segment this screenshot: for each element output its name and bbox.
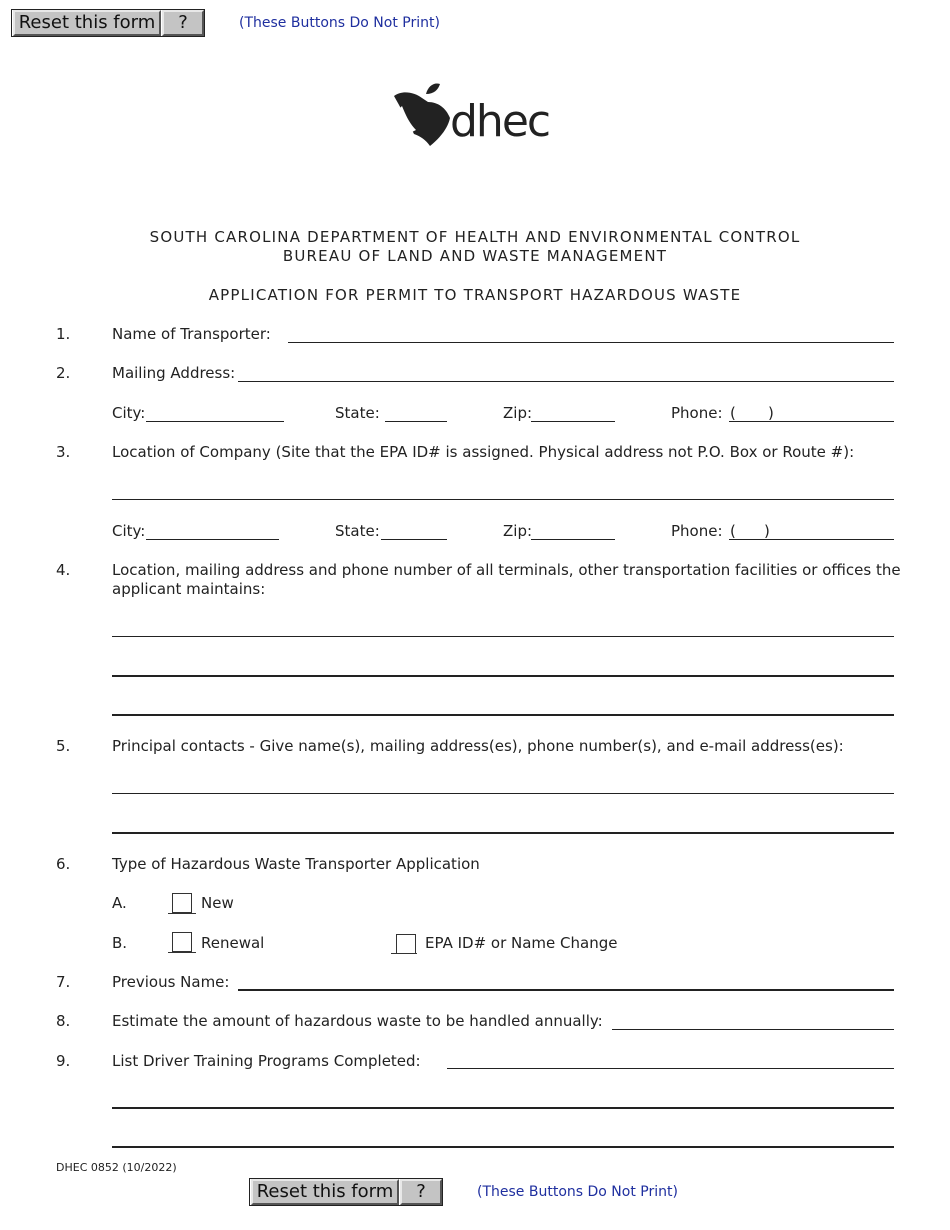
epa-id-name-change-checkbox[interactable] — [396, 934, 416, 954]
zip-label: Zip: — [503, 404, 533, 422]
renewal-checkbox-underline — [168, 952, 196, 953]
item-number: 5. — [56, 737, 71, 755]
application-type-label: Type of Hazardous Waste Transporter Application — [112, 855, 480, 873]
palmetto-state-logo-icon — [388, 80, 458, 150]
item-number: 4. — [56, 561, 71, 579]
transporter-name-label: Name of Transporter: — [112, 325, 271, 343]
terminals-label: Location, mailing address and phone number of all terminals, other transportation facilities or offices the — [112, 561, 901, 579]
epa-checkbox-underline — [391, 953, 417, 954]
item-number: 2. — [56, 364, 71, 382]
state-label: State: — [335, 404, 380, 422]
renewal-label: Renewal — [201, 934, 265, 952]
mailing-address-field[interactable] — [238, 381, 894, 382]
driver-training-field-3[interactable] — [112, 1146, 894, 1148]
help-button[interactable]: ? — [162, 10, 204, 36]
driver-training-label: List Driver Training Programs Completed: — [112, 1052, 421, 1070]
reset-form-button[interactable]: Reset this form — [13, 10, 161, 36]
option-b-label: B. — [112, 934, 128, 952]
item-number: 1. — [56, 325, 71, 343]
phone-paren-open: ( — [730, 522, 736, 540]
phone-label: Phone: — [671, 522, 723, 540]
bottom-button-group — [249, 1178, 443, 1206]
phone-paren-close: ) — [768, 404, 774, 422]
city-label: City: — [112, 522, 146, 540]
phone-paren-open: ( — [730, 404, 736, 422]
reset-form-button[interactable]: Reset this form — [251, 1179, 399, 1205]
item-number: 8. — [56, 1012, 71, 1030]
logo-text: dhec — [450, 96, 550, 147]
item-number: 7. — [56, 973, 71, 991]
new-label: New — [201, 894, 234, 912]
item-number: 3. — [56, 443, 71, 461]
previous-name-field[interactable] — [238, 989, 894, 991]
mailing-zip-field[interactable] — [531, 421, 615, 422]
agency-name: SOUTH CAROLINA DEPARTMENT OF HEALTH AND ENVIRONMENTAL CONTROL — [149, 228, 801, 246]
principal-contacts-label: Principal contacts - Give name(s), mailing address(es), phone number(s), and e-mail address(es): — [112, 737, 844, 755]
terminals-field-1[interactable] — [112, 636, 894, 637]
state-label: State: — [335, 522, 380, 540]
form-title: APPLICATION FOR PERMIT TO TRANSPORT HAZARDOUS WASTE — [208, 286, 742, 304]
terminals-field-3[interactable] — [112, 714, 894, 716]
mailing-phone-field[interactable] — [729, 421, 894, 422]
mailing-state-field[interactable] — [385, 421, 447, 422]
form-id: DHEC 0852 (10/2022) — [56, 1161, 177, 1174]
company-location-field[interactable] — [112, 499, 894, 500]
option-a-label: A. — [112, 894, 127, 912]
city-label: City: — [112, 404, 146, 422]
previous-name-label: Previous Name: — [112, 973, 230, 991]
new-checkbox[interactable] — [172, 893, 192, 913]
dhec-logo — [388, 80, 568, 152]
transporter-name-field[interactable] — [288, 342, 894, 343]
principal-contacts-field-2[interactable] — [112, 832, 894, 834]
mailing-city-field[interactable] — [146, 421, 284, 422]
location-state-field[interactable] — [381, 539, 447, 540]
bureau-name: BUREAU OF LAND AND WASTE MANAGEMENT — [282, 247, 668, 265]
help-button[interactable]: ? — [400, 1179, 442, 1205]
mailing-address-label: Mailing Address: — [112, 364, 236, 382]
driver-training-field-1[interactable] — [447, 1068, 894, 1069]
epa-id-name-change-label: EPA ID# or Name Change — [425, 934, 618, 952]
item-number: 9. — [56, 1052, 71, 1070]
phone-label: Phone: — [671, 404, 723, 422]
renewal-checkbox[interactable] — [172, 932, 192, 952]
driver-training-field-2[interactable] — [112, 1107, 894, 1109]
company-location-label: Location of Company (Site that the EPA ID# is assigned. Physical address not P.O. Box or Route #): — [112, 443, 855, 461]
location-zip-field[interactable] — [531, 539, 615, 540]
principal-contacts-field-1[interactable] — [112, 793, 894, 794]
new-checkbox-underline — [168, 913, 196, 914]
location-city-field[interactable] — [146, 539, 279, 540]
annual-waste-field[interactable] — [612, 1029, 894, 1030]
phone-paren-close: ) — [764, 522, 770, 540]
buttons-note: (These Buttons Do Not Print) — [477, 1184, 678, 1200]
terminals-label-cont: applicant maintains: — [112, 580, 266, 598]
annual-waste-label: Estimate the amount of hazardous waste to be handled annually: — [112, 1012, 603, 1030]
location-phone-field[interactable] — [729, 539, 894, 540]
top-button-group — [11, 9, 205, 37]
item-number: 6. — [56, 855, 71, 873]
terminals-field-2[interactable] — [112, 675, 894, 677]
buttons-note: (These Buttons Do Not Print) — [239, 15, 440, 31]
zip-label: Zip: — [503, 522, 533, 540]
